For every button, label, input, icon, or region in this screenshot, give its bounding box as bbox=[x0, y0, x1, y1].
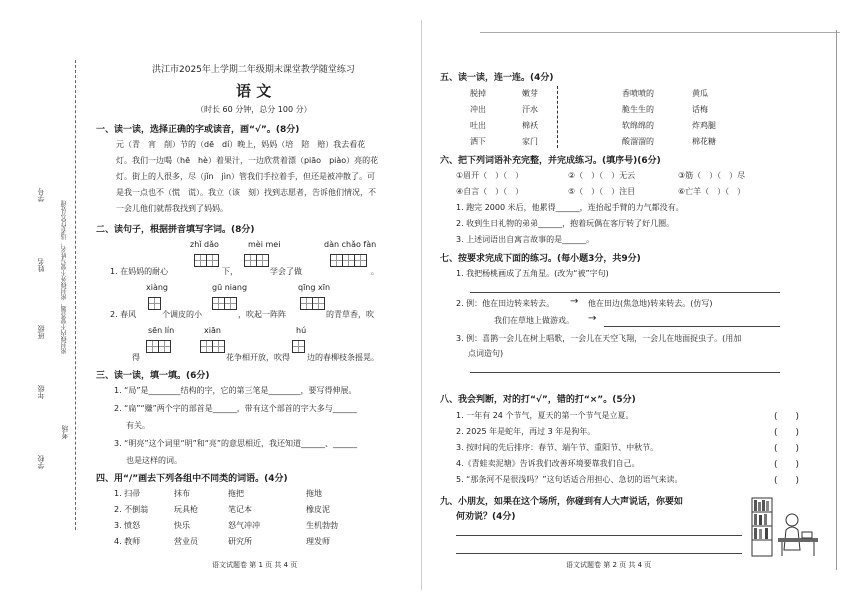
s6-question-1: 1. 跑完 2000 米后，他累得______，连抬起手臂的力气都没有。 bbox=[456, 203, 684, 212]
pinyin-xian: xiān bbox=[204, 326, 221, 335]
s8-item-5: 5. “那条河不是很浅吗？”这句话适合用担心、急切的语气来读。 bbox=[456, 475, 683, 484]
idiom-2[interactable]: ②（ ）（ ）无云 bbox=[568, 171, 636, 180]
idiom-1[interactable]: ①眉开（ ）（ ） bbox=[456, 171, 524, 180]
s3-line-4: 3. “明亮”这个词里“明”和“亮”的意思相近，我还知道______、______ bbox=[114, 439, 358, 448]
gutter-label-school: 学校 bbox=[37, 455, 45, 469]
pinyin-hu: hú bbox=[296, 326, 307, 335]
scan-edge-top bbox=[480, 32, 840, 33]
s4-row4-c4[interactable]: 理发师 bbox=[306, 537, 330, 546]
section-3-title: 三、读一读，填一填。(6分) bbox=[96, 371, 210, 381]
s3-line-2: 2. “扁”“赚”两个字的部首是______，带有这个部首的字大多与______ bbox=[114, 404, 357, 413]
s2-line2-e: 得 bbox=[132, 353, 140, 362]
s3-line-1: 1. “局”是________结构的字，它的第三笔是________，要写得伸展。 bbox=[114, 386, 357, 395]
s1-line-1: 元（青 宵 削）节的（dē dí）晚上，妈妈（培 陪 赔）我去看花 bbox=[116, 140, 366, 149]
s8-item-4: 4.《青蛙卖泥塘》告诉我们改善环境要靠我们自己。 bbox=[456, 459, 640, 468]
page2-footer: 语文试题卷 第 2 页 共 4 页 bbox=[566, 561, 652, 569]
s2-line2-a: 2. 春风 bbox=[110, 310, 137, 319]
section-9-title: 九、小朋友，如果在这个场所，你碰到有人大声说话，你要如 bbox=[440, 497, 684, 507]
s4-row1-c2[interactable]: 抹布 bbox=[174, 489, 190, 498]
s4-row1-c4[interactable]: 拖地 bbox=[306, 489, 322, 498]
s4-row4-c2[interactable]: 营业员 bbox=[174, 537, 198, 546]
matching-divider bbox=[557, 86, 558, 148]
s5-col1-item1[interactable]: 脱掉 bbox=[470, 89, 486, 98]
s4-row1-c3[interactable]: 拖把 bbox=[228, 489, 244, 498]
s7-question-2c: 我们在草地上做游戏。 bbox=[494, 316, 574, 325]
s5-col3-item2[interactable]: 脆生生的 bbox=[622, 105, 654, 114]
s1-line-3: 灯。街上的人很多，尽（jǐn jìn）管我们手拉着手，但还是被冲散了。可 bbox=[116, 172, 376, 181]
pinyin-danchaofan: dàn chǎo fàn bbox=[324, 240, 377, 249]
s4-row2-c2[interactable]: 玩具枪 bbox=[174, 505, 198, 514]
pinyin-guniang: gū niang bbox=[212, 283, 248, 292]
scan-edge-right bbox=[836, 30, 837, 570]
s5-col2-item2[interactable]: 汗水 bbox=[522, 105, 538, 114]
s4-row4-c3[interactable]: 研究所 bbox=[228, 537, 252, 546]
arrow-icon: → bbox=[588, 313, 597, 324]
answer-grid-senlin[interactable] bbox=[146, 340, 170, 353]
exam-header: 洪江市2025年上学期二年级期末课堂教学随堂练习 bbox=[152, 65, 355, 75]
subject-title: 语 文 bbox=[236, 82, 272, 100]
s8-answer-3[interactable]: ( ) bbox=[774, 444, 800, 454]
s5-col3-item4[interactable]: 酸溜溜的 bbox=[622, 137, 654, 146]
s2-line1-b: 下， bbox=[222, 267, 238, 276]
gutter-label-class: 班级 bbox=[37, 325, 45, 339]
arrow-icon: → bbox=[570, 296, 579, 307]
s4-row1-c1[interactable]: 1. 扫帚 bbox=[114, 489, 141, 498]
s4-row2-c1[interactable]: 2. 不倒翁 bbox=[114, 505, 149, 514]
s2-line2-b: 个调皮的小 bbox=[162, 310, 202, 319]
s5-col4-item4[interactable]: 棉花糖 bbox=[692, 137, 716, 146]
s5-col4-item3[interactable]: 炸鸡腿 bbox=[692, 121, 716, 130]
s2-line2-d: 的青草香，吹 bbox=[326, 310, 374, 319]
s5-col2-item3[interactable]: 棉袄 bbox=[522, 121, 538, 130]
section-5-title: 五、读一读，连一连。(4分) bbox=[440, 73, 554, 83]
s1-line-5: 一会儿他们就帮我找到了妈妈。 bbox=[116, 204, 228, 213]
pinyin-qingxin: qīng xīn bbox=[298, 283, 331, 292]
s4-row4-c1[interactable]: 4. 教师 bbox=[114, 537, 141, 546]
answer-grid-xian[interactable] bbox=[200, 340, 224, 353]
idiom-3[interactable]: ③筋（ ）（ ）尽 bbox=[678, 171, 746, 180]
page-divider bbox=[421, 20, 422, 590]
s7-answer-line-2[interactable] bbox=[604, 326, 780, 327]
answer-grid-qingxin[interactable] bbox=[300, 297, 324, 310]
s5-col3-item3[interactable]: 软绵绵的 bbox=[622, 121, 654, 130]
s1-line-4: 是我一点也不（慌 谎）。我立（该 刻）找到志愿者，告诉他们情况，不 bbox=[116, 188, 376, 197]
s4-row3-c4[interactable]: 生机勃勃 bbox=[306, 521, 338, 530]
section-7-title: 七、按要求完成下面的练习。(每小题3分，共9分) bbox=[440, 254, 641, 264]
pinyin-meimei: mèi mei bbox=[248, 240, 281, 249]
s9-answer-line-1[interactable] bbox=[456, 535, 742, 536]
s5-col1-item4[interactable]: 洒下 bbox=[470, 137, 486, 146]
pinyin-senlin: sēn lín bbox=[148, 326, 175, 335]
s4-row3-c2[interactable]: 快乐 bbox=[174, 521, 190, 530]
gutter-label-number: 学号 bbox=[37, 188, 45, 202]
s7-question-2b: 他在田边(焦急地)转来转去。(仿写) bbox=[588, 299, 713, 308]
s2-line1-d: 。 bbox=[371, 267, 379, 276]
pinyin-xiang: xiàng bbox=[146, 283, 169, 292]
s8-answer-2[interactable]: ( ) bbox=[774, 428, 800, 438]
s4-row3-c1[interactable]: 3. 愤怒 bbox=[114, 521, 141, 530]
s2-line1-c: 学会了做 bbox=[270, 267, 302, 276]
section-4-title: 四、用“/”画去下列各组中不同类的词语。(4分) bbox=[96, 474, 288, 484]
s5-col2-item4[interactable]: 家门 bbox=[522, 137, 538, 146]
pinyin-zhidao: zhǐ dǎo bbox=[190, 240, 219, 249]
gutter-label-name: 姓名 bbox=[37, 258, 45, 272]
s6-question-2: 2. 收到生日礼物的弟弟______，抱着玩偶在客厅转了好几圈。 bbox=[456, 219, 675, 228]
s9-answer-line-2[interactable] bbox=[456, 553, 742, 554]
s8-item-2: 2. 2025 年是蛇年，再过 3 年是狗年。 bbox=[456, 427, 596, 436]
s5-col1-item2[interactable]: 冲出 bbox=[470, 105, 486, 114]
answer-grid-zhidao[interactable] bbox=[194, 254, 218, 267]
answer-grid-danchaofan[interactable] bbox=[330, 254, 366, 267]
section-2-title: 二、读句子，根据拼音填写字词。(8分) bbox=[96, 225, 255, 235]
s2-line1-a: 1. 在妈妈的耐心 bbox=[110, 267, 169, 276]
s2-line2-f: 花争相开放，吹得 bbox=[226, 353, 290, 362]
idiom-6[interactable]: ⑥亡羊（ ）（ ） bbox=[678, 187, 746, 196]
section-9-title-2: 何劝说？(4分) bbox=[456, 512, 516, 522]
idiom-4[interactable]: ④自言（ ）（ ） bbox=[456, 187, 524, 196]
s3-line-5: 也是这样的词。 bbox=[126, 456, 182, 465]
s2-line2-g: 边的春柳枝条摇晃。 bbox=[307, 353, 379, 362]
section-1-title: 一、读一读，选择正确的字或读音，画“√”。(8分) bbox=[96, 125, 300, 135]
answer-grid-xiang[interactable] bbox=[148, 297, 160, 310]
answer-grid-guniang[interactable] bbox=[212, 297, 236, 310]
s7-question-1: 1. 我把杨桃画成了五角星。(改为“被”字句) bbox=[456, 269, 609, 278]
s5-col2-item1[interactable]: 嫩芽 bbox=[522, 89, 538, 98]
s5-col3-item1[interactable]: 香喷喷的 bbox=[622, 89, 654, 98]
s8-answer-4[interactable]: ( ) bbox=[774, 460, 800, 470]
s8-answer-1[interactable]: ( ) bbox=[774, 412, 800, 422]
s5-col4-item2[interactable]: 话梅 bbox=[692, 105, 708, 114]
s6-question-3: 3. 上述词语出自寓言故事的是______。 bbox=[456, 235, 595, 244]
s1-line-2: 灯。我们一边喝（hē hè）着果汁，一边欣赏着漂（piāo piào）亮的花 bbox=[116, 156, 379, 165]
section-6-title: 六、把下列词语补充完整，并完成练习。(填序号)(6分) bbox=[440, 156, 661, 166]
s8-item-3: 3. 按时间的先后排序：春节、端午节、重阳节、中秋节。 bbox=[456, 443, 659, 452]
section-8-title: 八、我会判断，对的打“√”，错的打“×”。(5分) bbox=[440, 395, 636, 405]
s7-answer-line-3[interactable] bbox=[470, 372, 780, 373]
s2-line2-c: ，吹起一阵阵 bbox=[238, 310, 286, 319]
page1-footer: 语文试题卷 第 1 页 共 4 页 bbox=[212, 561, 298, 569]
time-note: （时长 60 分钟，总分 100 分） bbox=[196, 105, 312, 114]
s4-row2-c4[interactable]: 橡皮泥 bbox=[306, 505, 330, 514]
library-illustration bbox=[750, 490, 820, 560]
idiom-5[interactable]: ⑤（ ）（ ）注目 bbox=[568, 187, 636, 196]
s3-line-3: 有关。 bbox=[126, 421, 150, 430]
s7-question-3b: 点词造句) bbox=[468, 349, 504, 358]
answer-grid-meimei[interactable] bbox=[244, 254, 268, 267]
s8-answer-5[interactable]: ( ) bbox=[774, 476, 800, 486]
gutter-label-room: 考场 bbox=[61, 425, 69, 439]
s7-answer-line-1[interactable] bbox=[470, 292, 780, 293]
s8-item-1: 1. 一年有 24 个节气，夏天的第一个节气是立夏。 bbox=[456, 411, 634, 420]
s4-row2-c3[interactable]: 笔记本 bbox=[228, 505, 252, 514]
binding-line bbox=[75, 60, 76, 530]
answer-grid-hu[interactable] bbox=[292, 340, 304, 353]
s7-question-2a: 2. 例：他在田边转来转去。 bbox=[456, 299, 555, 308]
s7-question-3: 3. 例：喜鹊一会儿在树上唱歌，一会儿在天空飞翔，一会儿在地面捉虫子。(用加 bbox=[456, 334, 742, 343]
gutter-note: 密封线内不要答题，密封线外不要写姓名，违者作0分处理 bbox=[61, 200, 68, 354]
gutter-label-grade: 年级 bbox=[37, 385, 45, 399]
s5-col4-item1[interactable]: 黄瓜 bbox=[692, 89, 708, 98]
s5-col1-item3[interactable]: 吐出 bbox=[470, 121, 486, 130]
s4-row3-c3[interactable]: 怒气冲冲 bbox=[228, 521, 260, 530]
